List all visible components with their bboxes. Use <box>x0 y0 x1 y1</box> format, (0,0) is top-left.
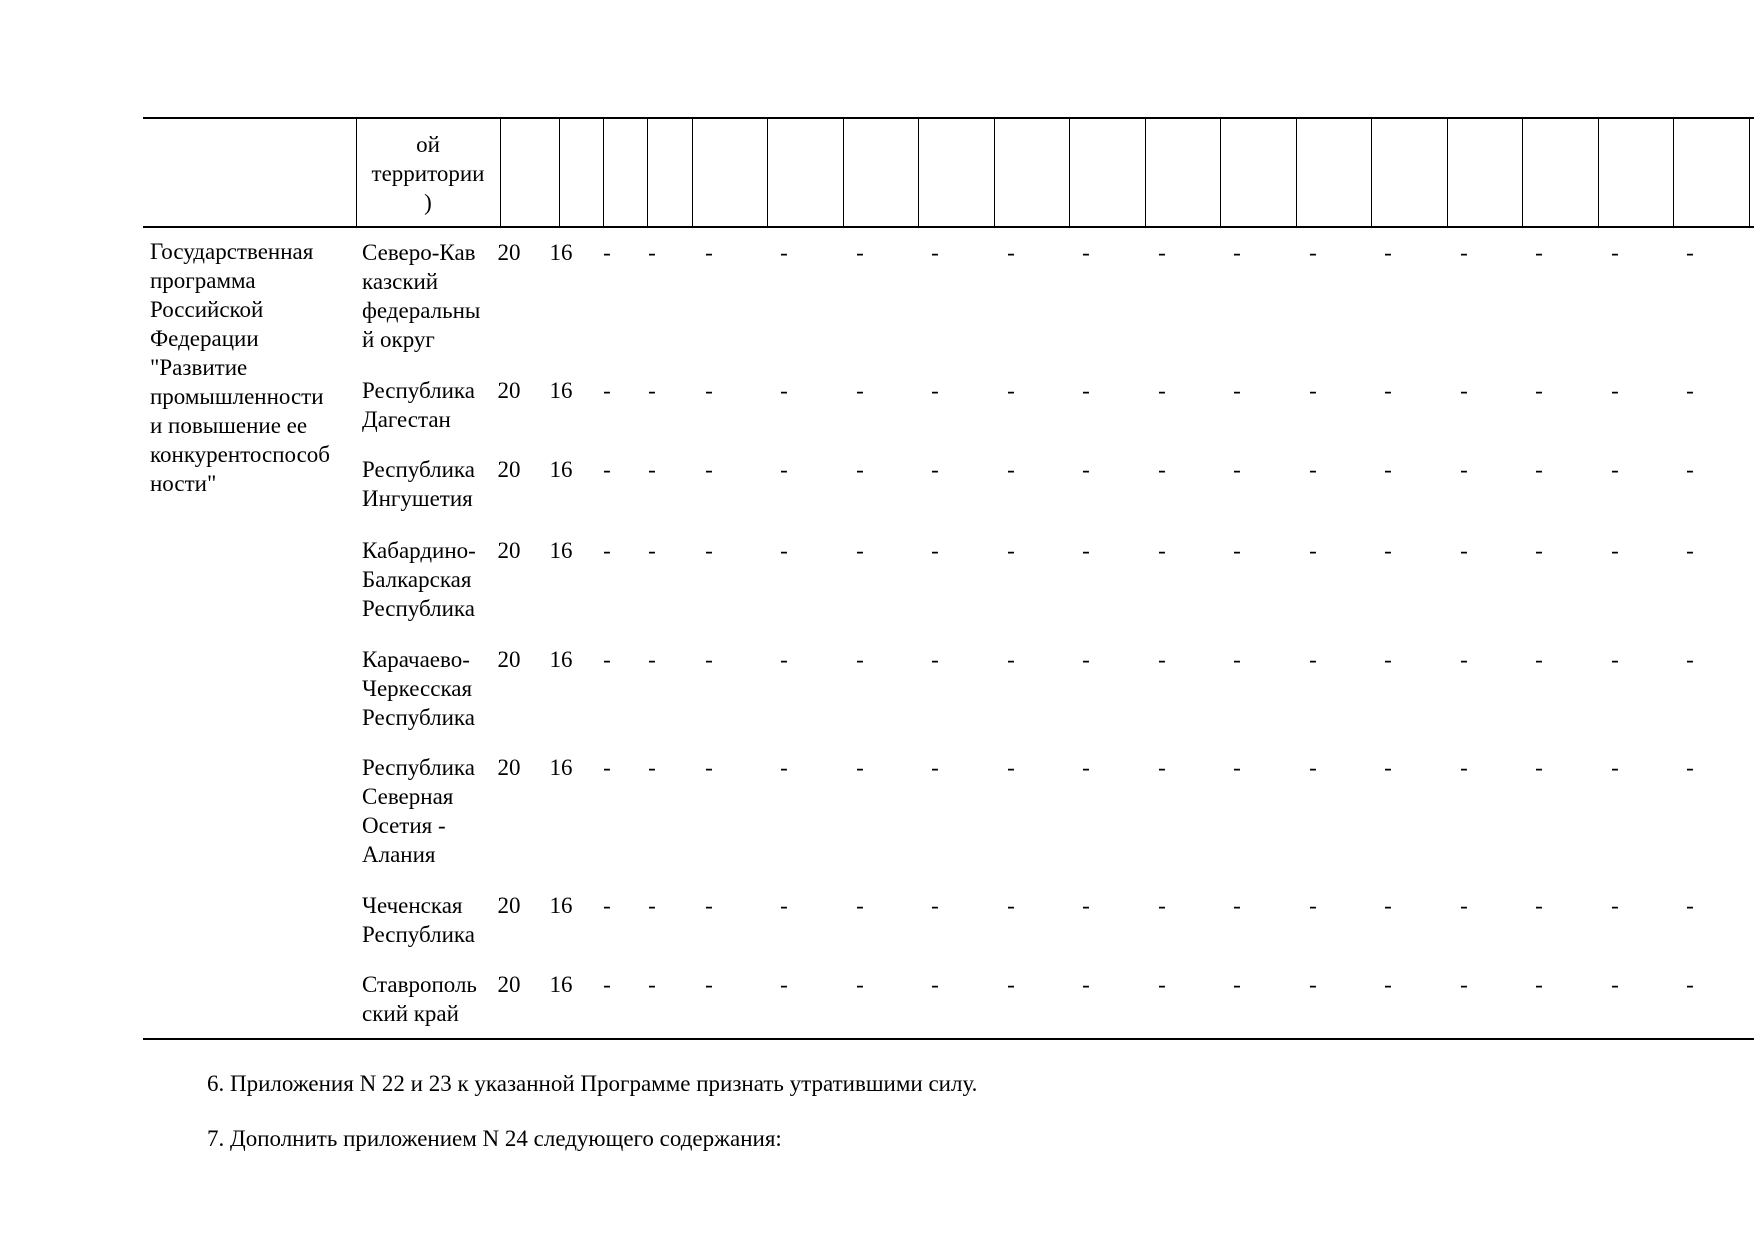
dash-cell: - <box>705 972 713 997</box>
dash-cell: - <box>1611 378 1619 403</box>
dash-cell: - <box>648 378 656 403</box>
value-cell-year: 20 <box>497 972 521 997</box>
dash-cell: - <box>1686 538 1694 563</box>
dash-cell: - <box>1233 647 1241 672</box>
region-name <box>362 645 502 732</box>
dash-cell: - <box>780 378 788 403</box>
dash-cell: - <box>1158 755 1166 780</box>
region-line: Ставрополь <box>362 972 477 997</box>
region-line: Северная <box>362 784 454 809</box>
dash-cell: - <box>1007 457 1015 482</box>
dash-cell: - <box>705 378 713 403</box>
dash-cell: - <box>780 755 788 780</box>
header-line: ой <box>416 132 440 157</box>
dash-cell: - <box>1007 538 1015 563</box>
program-line: ности" <box>150 471 217 496</box>
dash-cell: - <box>1535 893 1543 918</box>
region-line: Республика <box>362 596 475 621</box>
dash-cell: - <box>1460 240 1468 265</box>
region-line: Кабардино- <box>362 538 476 563</box>
dash-cell: - <box>1535 755 1543 780</box>
dash-cell: - <box>1082 893 1090 918</box>
value-cell-year-suffix: 16 <box>549 378 573 403</box>
dash-cell: - <box>603 457 611 482</box>
dash-cell: - <box>1686 647 1694 672</box>
region-name <box>362 753 502 869</box>
dash-cell: - <box>1460 893 1468 918</box>
table-row <box>0 970 1754 1026</box>
dash-cell: - <box>780 538 788 563</box>
dash-cell: - <box>603 755 611 780</box>
dash-cell: - <box>648 893 656 918</box>
table-row <box>0 645 1754 730</box>
dash-cell: - <box>856 240 864 265</box>
dash-cell: - <box>1007 647 1015 672</box>
header-column-divider <box>603 118 604 227</box>
dash-cell: - <box>1309 647 1317 672</box>
dash-cell: - <box>1158 972 1166 997</box>
header-line: территории <box>371 161 485 186</box>
dash-cell: - <box>603 240 611 265</box>
dash-cell: - <box>1082 378 1090 403</box>
dash-cell: - <box>856 647 864 672</box>
region-line: Республика <box>362 457 475 482</box>
dash-cell: - <box>1233 240 1241 265</box>
region-line: Республика <box>362 705 475 730</box>
table-row <box>0 891 1754 947</box>
header-column-divider <box>994 118 995 227</box>
dash-cell: - <box>1007 755 1015 780</box>
dash-cell: - <box>1082 972 1090 997</box>
dash-cell: - <box>1611 647 1619 672</box>
region-line: Чеченская <box>362 893 463 918</box>
header-column-divider <box>1069 118 1070 227</box>
dash-cell: - <box>1611 240 1619 265</box>
dash-cell: - <box>1611 972 1619 997</box>
region-line: й округ <box>362 327 435 352</box>
dash-cell: - <box>705 240 713 265</box>
dash-cell: - <box>1384 457 1392 482</box>
dash-cell: - <box>1611 893 1619 918</box>
dash-cell: - <box>705 538 713 563</box>
dash-cell: - <box>648 538 656 563</box>
dash-cell: - <box>856 893 864 918</box>
region-name <box>362 455 502 513</box>
dash-cell: - <box>603 647 611 672</box>
dash-cell: - <box>1309 972 1317 997</box>
program-line: "Развитие <box>150 355 248 380</box>
table-bottom-border <box>143 1038 1754 1040</box>
dash-cell: - <box>1233 378 1241 403</box>
region-line: Республика <box>362 922 475 947</box>
dash-cell: - <box>780 972 788 997</box>
dash-cell: - <box>1384 538 1392 563</box>
dash-cell: - <box>1082 457 1090 482</box>
dash-cell: - <box>1611 538 1619 563</box>
value-cell-year: 20 <box>497 647 521 672</box>
dash-cell: - <box>780 893 788 918</box>
dash-cell: - <box>705 457 713 482</box>
dash-cell: - <box>648 755 656 780</box>
region-line: Осетия - <box>362 813 446 838</box>
dash-cell: - <box>705 755 713 780</box>
header-column-divider <box>1371 118 1372 227</box>
table-row <box>0 455 1754 511</box>
region-line: ский край <box>362 1001 459 1026</box>
dash-cell: - <box>1384 378 1392 403</box>
dash-cell: - <box>1158 893 1166 918</box>
region-line: Карачаево- <box>362 647 470 672</box>
header-cell-territory <box>356 130 500 217</box>
dash-cell: - <box>931 755 939 780</box>
header-column-divider <box>767 118 768 227</box>
table-top-border <box>143 117 1754 119</box>
dash-cell: - <box>1158 647 1166 672</box>
dash-cell: - <box>1233 538 1241 563</box>
value-cell-year-suffix: 16 <box>549 240 573 265</box>
header-column-divider <box>500 118 501 227</box>
dash-cell: - <box>1384 240 1392 265</box>
value-cell-year: 20 <box>497 240 521 265</box>
region-line: Черкесская <box>362 676 473 701</box>
dash-cell: - <box>1686 972 1694 997</box>
value-cell-year-suffix: 16 <box>549 972 573 997</box>
table-header-bottom-border <box>143 226 1754 228</box>
dash-cell: - <box>1535 972 1543 997</box>
dash-cell: - <box>1082 538 1090 563</box>
dash-cell: - <box>1384 755 1392 780</box>
value-cell-year-suffix: 16 <box>549 457 573 482</box>
region-name <box>362 970 502 1028</box>
dash-cell: - <box>780 240 788 265</box>
header-line: ) <box>424 190 432 215</box>
dash-cell: - <box>856 378 864 403</box>
dash-cell: - <box>931 972 939 997</box>
dash-cell: - <box>1686 457 1694 482</box>
header-column-divider <box>1598 118 1599 227</box>
header-column-divider <box>1220 118 1221 227</box>
dash-cell: - <box>1233 893 1241 918</box>
paragraph-6: 6. Приложения N 22 и 23 к указанной Программе признать утратившими силу. <box>207 1071 978 1096</box>
dash-cell: - <box>1535 538 1543 563</box>
header-column-divider <box>692 118 693 227</box>
dash-cell: - <box>1686 755 1694 780</box>
dash-cell: - <box>1611 755 1619 780</box>
dash-cell: - <box>1007 893 1015 918</box>
dash-cell: - <box>1535 457 1543 482</box>
dash-cell: - <box>1309 240 1317 265</box>
program-line: промышленности <box>150 384 324 409</box>
dash-cell: - <box>1309 378 1317 403</box>
dash-cell: - <box>856 538 864 563</box>
dash-cell: - <box>1384 972 1392 997</box>
dash-cell: - <box>603 378 611 403</box>
dash-cell: - <box>931 647 939 672</box>
dash-cell: - <box>1309 457 1317 482</box>
dash-cell: - <box>603 893 611 918</box>
dash-cell: - <box>648 972 656 997</box>
dash-cell: - <box>931 538 939 563</box>
region-line: казский <box>362 269 439 294</box>
dash-cell: - <box>856 972 864 997</box>
dash-cell: - <box>603 972 611 997</box>
header-column-divider <box>1447 118 1448 227</box>
value-cell-year: 20 <box>497 755 521 780</box>
table-row <box>0 753 1754 867</box>
program-line: программа <box>150 268 256 293</box>
program-line: Государственная <box>150 239 314 264</box>
region-line: Северо-Кав <box>362 240 476 265</box>
region-line: Балкарская <box>362 567 472 592</box>
header-column-divider <box>1296 118 1297 227</box>
dash-cell: - <box>1233 755 1241 780</box>
dash-cell: - <box>1082 755 1090 780</box>
dash-cell: - <box>1460 755 1468 780</box>
dash-cell: - <box>705 893 713 918</box>
dash-cell: - <box>1535 240 1543 265</box>
dash-cell: - <box>856 755 864 780</box>
dash-cell: - <box>1158 240 1166 265</box>
header-column-divider <box>843 118 844 227</box>
dash-cell: - <box>931 378 939 403</box>
dash-cell: - <box>1158 378 1166 403</box>
dash-cell: - <box>1686 893 1694 918</box>
header-column-divider <box>1522 118 1523 227</box>
dash-cell: - <box>648 647 656 672</box>
region-line: Ингушетия <box>362 486 473 511</box>
dash-cell: - <box>1082 647 1090 672</box>
dash-cell: - <box>780 457 788 482</box>
dash-cell: - <box>1535 647 1543 672</box>
program-line: Российской <box>150 297 264 322</box>
dash-cell: - <box>1460 972 1468 997</box>
dash-cell: - <box>780 647 788 672</box>
value-cell-year: 20 <box>497 538 521 563</box>
dash-cell: - <box>931 893 939 918</box>
region-line: Республика <box>362 378 475 403</box>
header-column-divider <box>1145 118 1146 227</box>
dash-cell: - <box>705 647 713 672</box>
dash-cell: - <box>931 457 939 482</box>
dash-cell: - <box>1686 378 1694 403</box>
program-line: и повышение ее <box>150 413 308 438</box>
dash-cell: - <box>648 457 656 482</box>
header-column-divider <box>559 118 560 227</box>
value-cell-year: 20 <box>497 457 521 482</box>
header-column-divider <box>647 118 648 227</box>
header-column-divider <box>918 118 919 227</box>
value-cell-year: 20 <box>497 378 521 403</box>
region-line: федеральны <box>362 298 481 323</box>
dash-cell: - <box>931 240 939 265</box>
region-name <box>362 238 502 354</box>
region-line: Алания <box>362 842 436 867</box>
dash-cell: - <box>856 457 864 482</box>
dash-cell: - <box>1686 240 1694 265</box>
region-line: Республика <box>362 755 475 780</box>
dash-cell: - <box>1007 378 1015 403</box>
dash-cell: - <box>603 538 611 563</box>
dash-cell: - <box>1158 457 1166 482</box>
dash-cell: - <box>1233 972 1241 997</box>
dash-cell: - <box>1309 893 1317 918</box>
dash-cell: - <box>1309 538 1317 563</box>
region-name <box>362 536 502 623</box>
program-line: конкурентоспособ <box>150 442 331 467</box>
dash-cell: - <box>1460 647 1468 672</box>
dash-cell: - <box>1082 240 1090 265</box>
value-cell-year-suffix: 16 <box>549 893 573 918</box>
dash-cell: - <box>1460 378 1468 403</box>
dash-cell: - <box>1611 457 1619 482</box>
dash-cell: - <box>1535 378 1543 403</box>
value-cell-year-suffix: 16 <box>549 647 573 672</box>
dash-cell: - <box>1309 755 1317 780</box>
region-line: Дагестан <box>362 407 451 432</box>
region-name <box>362 891 502 949</box>
dash-cell: - <box>1460 457 1468 482</box>
dash-cell: - <box>1007 972 1015 997</box>
dash-cell: - <box>1384 893 1392 918</box>
dash-cell: - <box>1233 457 1241 482</box>
value-cell-year: 20 <box>497 893 521 918</box>
paragraph-7: 7. Дополнить приложением N 24 следующего содержания: <box>207 1126 782 1151</box>
table-row <box>0 536 1754 621</box>
value-cell-year-suffix: 16 <box>549 755 573 780</box>
program-line: Федерации <box>150 326 259 351</box>
region-name <box>362 376 502 434</box>
dash-cell: - <box>1158 538 1166 563</box>
dash-cell: - <box>1007 240 1015 265</box>
dash-cell: - <box>1460 538 1468 563</box>
dash-cell: - <box>1384 647 1392 672</box>
header-column-divider <box>1749 118 1750 227</box>
value-cell-year-suffix: 16 <box>549 538 573 563</box>
dash-cell: - <box>648 240 656 265</box>
header-column-divider <box>1673 118 1674 227</box>
